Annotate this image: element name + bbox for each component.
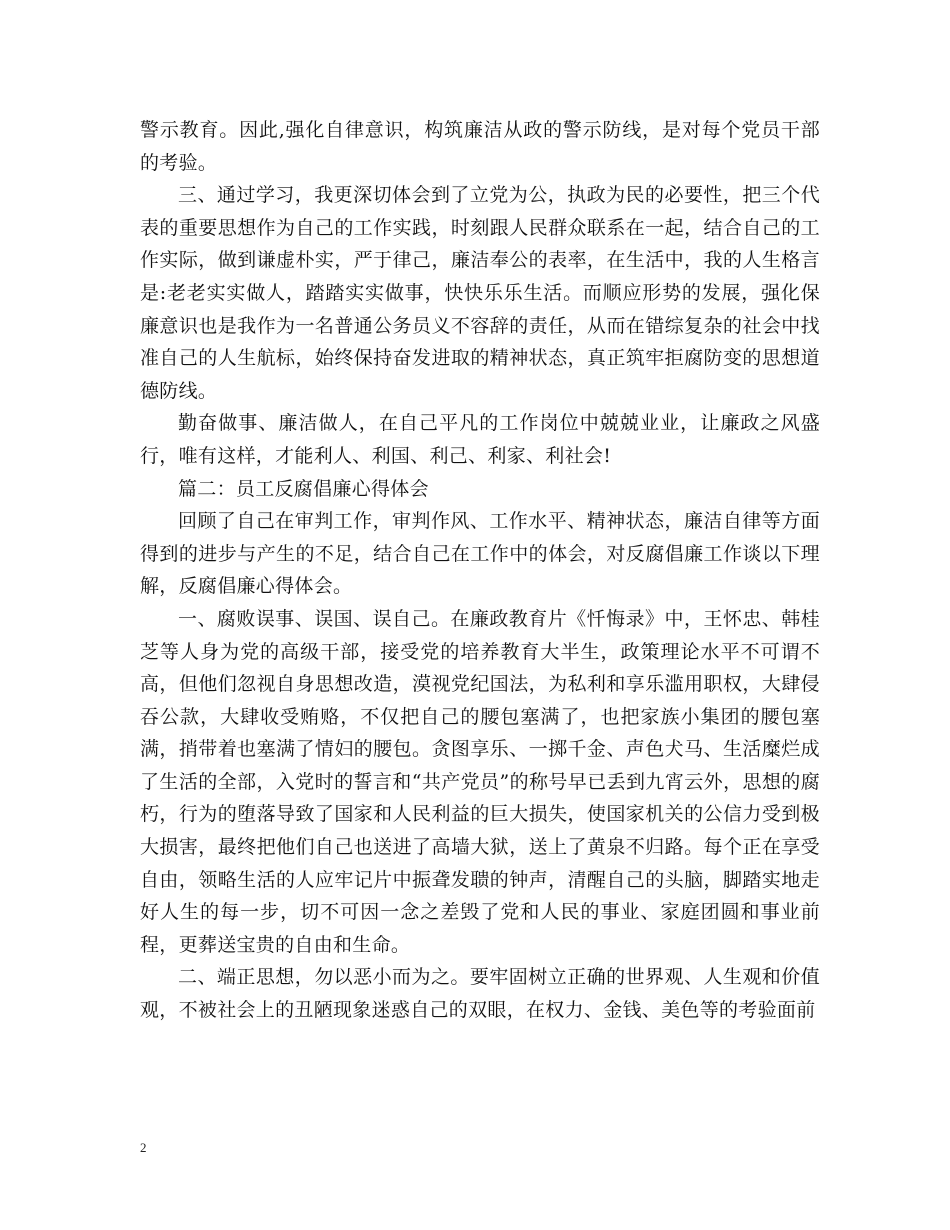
paragraph-3: 勤奋做事、廉洁做人，在自己平凡的工作岗位中兢兢业业，让廉政之风盛行，唯有这样，才能利人、利国、利己、利家、利社会! (140, 412, 820, 467)
page-number: 2 (140, 1140, 147, 1155)
paragraph-2: 三、通过学习，我更深切体会到了立党为公，执政为民的必要性，把三个代表的重要思想作为自己的工作实践，时刻跟人民群众联系在一起，结合自己的工作实际，做到谦虚朴实，严于律己，廉洁奉公的表率，在生活中，我的人生格言是:老老实实做人，踏踏实实做事，快快乐乐生活。而顺应形势的发展，强化保廉意识也是我作为一名普通公务员义不容辞的责任，从而在错综复杂的社会中找准自己的人生航标，始终保持奋发进取的精神状态，真正筑牢拒腐防变的思想道德防线。 (140, 184, 820, 402)
section-heading: 篇二：员工反腐倡廉心得体会 (178, 477, 429, 500)
paragraph-6: 一、腐败误事、误国、误自己。在廉政教育片《忏悔录》中，王怀忠、韩桂芝等人身为党的高级干部，接受党的培养教育大半生，政策理论水平不可谓不高，但他们忽视自身思想改造，漠视党纪国法，为私利和享乐滥用职权，大肆侵吞公款，大肆收受贿赂，不仅把自己的腰包塞满了，也把家族小集团的腰包塞满，捎带着也塞满了情妇的腰包。贪图享乐、一掷千金、声色犬马、生活糜烂成了生活的全部，入党时的誓言和“共产党员”的称号早已丢到九宵云外，思想的腐朽，行为的堕落导致了国家和人民利益的巨大损失，使国家机关的公信力受到极大损害，最终把他们自己也送进了高墙大狱，送上了黄泉不归路。每个正在享受自由，领略生活的人应牢记片中振聋发聩的钟声，清醒自己的头脑，脚踏实地走好人生的每一步，切不可因一念之差毁了党和人民的事业、家庭团圆和事业前程，更葬送宝贵的自由和生命。 (140, 607, 820, 956)
paragraph-1: 警示教育。因此,强化自律意识，构筑廉洁从政的警示防线，是对每个党员干部的考验。 (140, 119, 820, 174)
document-body (140, 114, 820, 1027)
paragraph-5: 回顾了自己在审判工作，审判作风、工作水平、精神状态，廉洁自律等方面得到的进步与产生的不足，结合自己在工作中的体会，对反腐倡廉工作谈以下理解，反腐倡廉心得体会。 (140, 510, 820, 598)
paragraph-7: 二、端正思想，勿以恶小而为之。要牢固树立正确的世界观、人生观和价值观，不被社会上的丑陋现象迷惑自己的双眼，在权力、金钱、美色等的考验面前 (140, 966, 820, 1022)
